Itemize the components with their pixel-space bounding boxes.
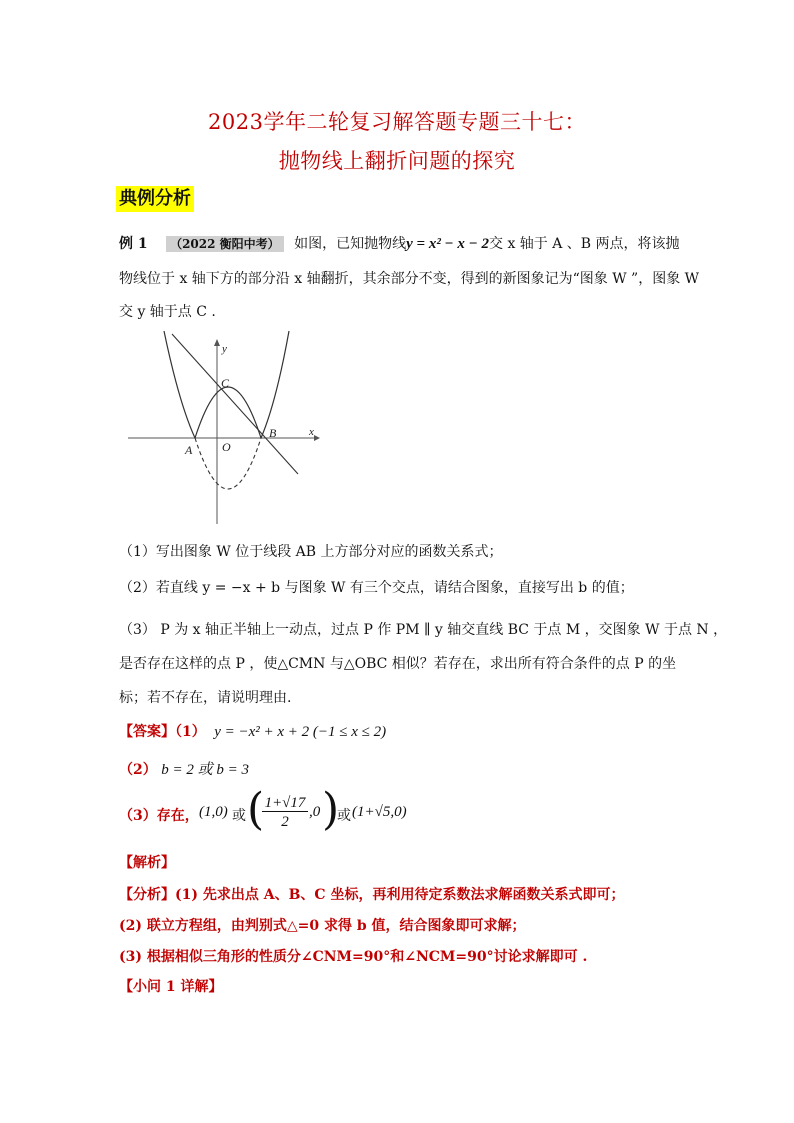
analysis-f2: (2) 联立方程组，由判别式△=0 求得 b 值，结合图象即可求解； (119, 918, 526, 934)
answer-3-point-1: (1,0) (199, 804, 228, 820)
example-line2: 物线位于 x 轴下方的部分沿 x 轴翻折，其余部分不变，得到的新图象记为“图象 W ”，图象 W (119, 271, 700, 287)
question-2: （2）若直线 y = −x + b 与图象 W 有三个交点，请结合图象，直接写出 b 的值； (119, 580, 634, 596)
answer-3-or-2: 或 (337, 808, 351, 824)
answer-2-value: b = 2 或 b = 3 (161, 762, 249, 778)
question-1: （1）写出图象 W 位于线段 AB 上方部分对应的函数关系式； (119, 544, 503, 560)
page-title-line1: 2023学年二轮复习解答题专题三十七： (208, 110, 586, 134)
example-line1-suffix: 交 x 轴于 A 、B 两点，将该抛 (489, 236, 680, 252)
x-axis-label: x (309, 426, 314, 438)
example-line1-prefix: 如图，已知抛物线 (294, 236, 407, 252)
answer-1 (119, 721, 386, 741)
y-axis-arrow (214, 339, 220, 346)
parabola-equation: y = x² − x − 2 (406, 236, 489, 252)
answer-2-prefix: （2） (119, 762, 157, 778)
example-line3: 交 y 轴于点 C . (119, 304, 216, 320)
answer-3-paren-close: ) (322, 784, 340, 835)
question-3-line3: 标；若不存在，请说明理由. (119, 690, 292, 706)
answer-1-prefix: （1） (175, 724, 206, 740)
answer-3-paren-open: ( (247, 784, 265, 835)
point-a-label: A (185, 443, 193, 457)
answer-3-frac-tail: ,0 (309, 804, 321, 820)
answer-3-or-1: 或 (232, 808, 246, 824)
answer-3-frac-num: 1+√17 (262, 795, 308, 812)
question-3-line1: （3） P 为 x 轴正半轴上一动点，过点 P 作 PM ∥ y 轴交直线 BC 于点 M ，交图象 W 于点 N ， (119, 622, 728, 638)
answer-3-prefix: （3）存在， (119, 808, 199, 824)
parabola-figure (126, 330, 326, 526)
parabola-left-branch (164, 331, 195, 438)
analysis-f3: (3) 根据相似三角形的性质分∠CNM=90°和∠NCM=90°讨论求解即可 . (119, 949, 588, 965)
section-heading: 典例分析 (116, 186, 194, 212)
example-line1 (119, 233, 680, 253)
x-axis-arrow (314, 435, 320, 441)
source-tag: （2022 衡阳中考） (166, 236, 284, 252)
point-b-label: B (269, 426, 277, 440)
origin-label: O (222, 440, 231, 454)
page-title-line2: 抛物线上翻折问题的探究 (278, 149, 516, 173)
answer-3-frac-den: 2 (281, 814, 289, 830)
y-axis-label: y (222, 343, 227, 355)
answer-1-value: y = −x² + x + 2 (−1 ≤ x ≤ 2) (214, 724, 387, 740)
example-label: 例 1 (119, 236, 148, 252)
analysis-f1-line (119, 884, 624, 904)
sub-question-1-label: 【小问 1 详解】 (119, 979, 223, 995)
answer-3-point-3: (1+√5,0) (352, 804, 407, 820)
flipped-arc (195, 387, 261, 438)
analysis-label: 【解析】 (119, 855, 175, 871)
question-3-line2: 是否存在这样的点 P ，使△CMN 与△OBC 相似？若存在，求出所有符合条件的点 P 的坐 (119, 656, 677, 672)
point-c-label: C (221, 376, 230, 390)
answer-2 (119, 758, 249, 779)
analysis-f1: (1) 先求出点 A、B、C 坐标，再利用待定系数法求解函数关系式即可； (175, 887, 625, 903)
fenxi-label: 【分析】 (119, 887, 175, 903)
answer-label: 【答案】 (119, 724, 175, 740)
parabola-right-branch (261, 331, 289, 438)
